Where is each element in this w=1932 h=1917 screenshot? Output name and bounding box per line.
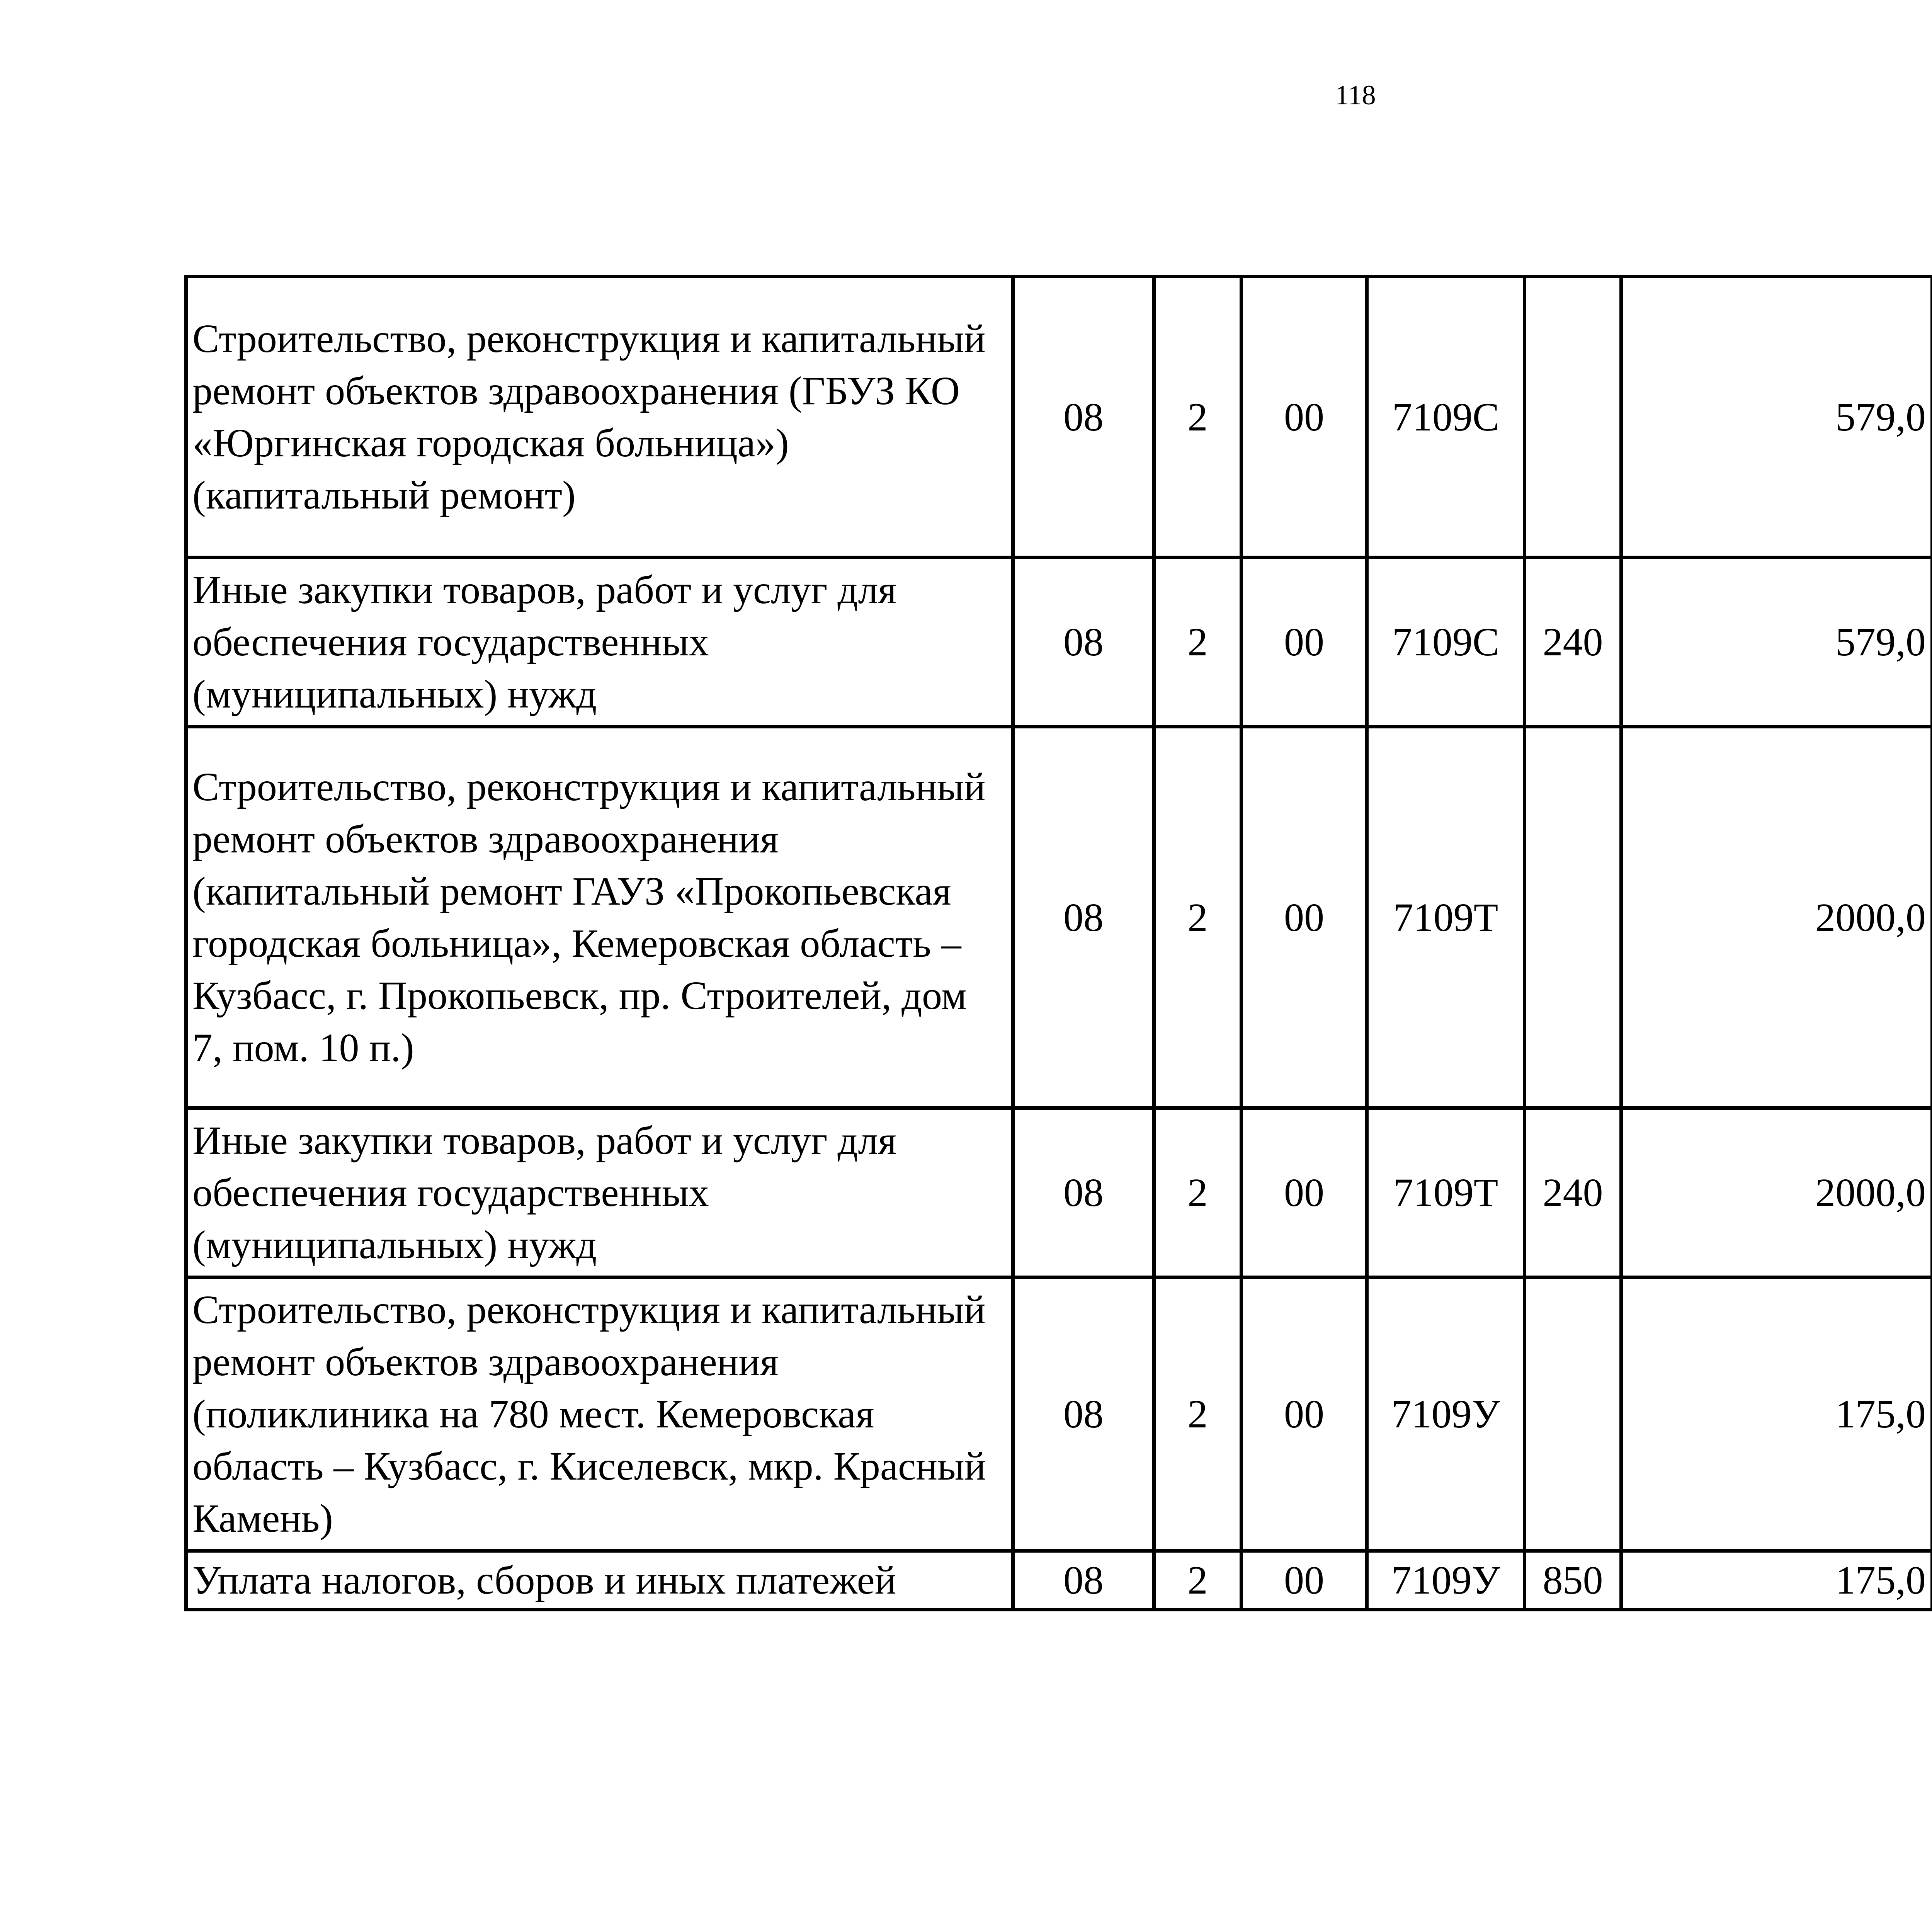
expense-type-cell [1525,1277,1621,1551]
subprogram-code-cell: 00 [1242,1108,1367,1277]
program-code-cell: 2 [1154,558,1242,727]
table-row [186,558,1932,727]
section-code-cell: 08 [1013,558,1154,727]
subprogram-code-cell: 00 [1242,558,1367,727]
row-name-cell: Иные закупки товаров, работ и услуг для обеспечения государственных (муниципальных) нужд [186,1108,1013,1277]
table-row [186,727,1932,1108]
row-name-cell: Строительство, реконструкция и капитальный ремонт объектов здравоохранения (ГБУЗ КО «Юргинская городская больница») (капитальный ремонт) [186,277,1013,558]
amount-cell: 579,0 [1621,277,1932,558]
target-code-cell: 7109Т [1367,1108,1525,1277]
page-number: 118 [1335,80,1376,111]
table-row [186,1551,1932,1610]
table-row [186,1108,1932,1277]
amount-cell: 2000,0 [1621,1108,1932,1277]
expense-type-cell: 850 [1525,1551,1621,1610]
target-code-cell: 7109У [1367,1277,1525,1551]
budget-table [184,275,1932,1611]
amount-cell: 175,0 [1621,1551,1932,1610]
subprogram-code-cell: 00 [1242,1551,1367,1610]
section-code-cell: 08 [1013,1108,1154,1277]
target-code-cell: 7109С [1367,558,1525,727]
amount-cell: 2000,0 [1621,727,1932,1108]
section-code-cell: 08 [1013,1277,1154,1551]
program-code-cell: 2 [1154,727,1242,1108]
subprogram-code-cell: 00 [1242,277,1367,558]
program-code-cell: 2 [1154,1277,1242,1551]
row-name-cell: Строительство, реконструкция и капитальный ремонт объектов здравоохранения (поликлиника на 780 мест. Кемеровская область – Кузбасс, г. Киселевск, мкр. Красный Камень) [186,1277,1013,1551]
row-name-cell: Уплата налогов, сборов и иных платежей [186,1551,1013,1610]
table-row [186,1277,1932,1551]
table-row [186,277,1932,558]
program-code-cell: 2 [1154,1551,1242,1610]
expense-type-cell: 240 [1525,558,1621,727]
program-code-cell: 2 [1154,277,1242,558]
target-code-cell: 7109С [1367,277,1525,558]
amount-cell: 579,0 [1621,558,1932,727]
section-code-cell: 08 [1013,727,1154,1108]
row-name-cell: Иные закупки товаров, работ и услуг для обеспечения государственных (муниципальных) нужд [186,558,1013,727]
row-name-cell: Строительство, реконструкция и капитальный ремонт объектов здравоохранения (капитальный ремонт ГАУЗ «Прокопьевская городская больница», Кемеровская область – Кузбасс, г. Прокопьевск, пр. Строителей, дом 7, пом. 10 п.) [186,727,1013,1108]
target-code-cell: 7109У [1367,1551,1525,1610]
expense-type-cell [1525,727,1621,1108]
expense-type-cell: 240 [1525,1108,1621,1277]
section-code-cell: 08 [1013,1551,1154,1610]
subprogram-code-cell: 00 [1242,1277,1367,1551]
amount-cell: 175,0 [1621,1277,1932,1551]
program-code-cell: 2 [1154,1108,1242,1277]
section-code-cell: 08 [1013,277,1154,558]
subprogram-code-cell: 00 [1242,727,1367,1108]
target-code-cell: 7109Т [1367,727,1525,1108]
expense-type-cell [1525,277,1621,558]
